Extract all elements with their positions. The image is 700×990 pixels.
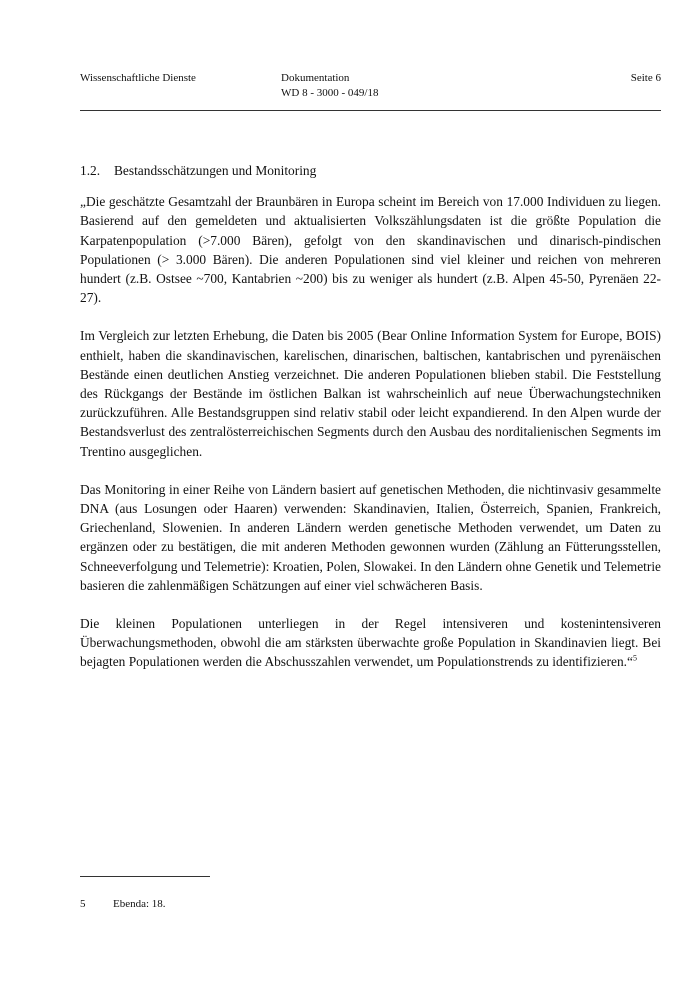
paragraph-1: „Die geschätzte Gesamtzahl der Braunbären in Europa scheint im Bereich von 17.000 Individuen zu liegen. Basierend auf den gemeldeten und aktualisierten Volkszählungsdaten ist die größte Population die Karpatenpopulation (>7.000 Bären), gefolgt von den skandinavischen und dinarisch-pindischen Populationen (> 3.000 Bären). Die anderen Populationen sind viel kleiner und reichen von mehreren hundert (z.B. Ostsee ~700, Kantabrien ~200) bis zu weniger als hundert (z.B. Alpen 45-50, Pyrenäen 22-27). [80, 194, 661, 306]
paragraph-3: Das Monitoring in einer Reihe von Ländern basiert auf genetischen Methoden, die nichtinvasiv gesammelte DNA (aus Losungen oder Haaren) verwenden: Skandinavien, Italien, Österreich, Spanien, Frankreich, Griechenland, Slowenien. In anderen Ländern werden genetische Methoden verwendet, um Daten zu ergänzen oder zu bestätigen, die mit anderen Methoden gewonnen wurden (Zählung an Fütterungsstellen, Schneeverfolgung und Telemetrie): Kroatien, Polen, Slowakei. In den Ländern ohne Genetik und Telemetrie basieren die zahlenmäßigen Schätzungen auf einer viel schwächeren Basis. [80, 481, 661, 593]
footnote-divider [80, 876, 210, 877]
header-page-number: Seite 6 [630, 72, 661, 84]
footnote-reference[interactable]: 5 [632, 654, 637, 663]
footnote [80, 897, 166, 912]
paragraph-2: Im Vergleich zur letzten Erhebung, die Daten bis 2005 (Bear Online Information System for Europe, BOIS) enthielt, haben die skandinavischen, karelischen, dinarischen, baltischen, kantabrischen und pyrenäischen Bestände einen deutlichen Anstieg verzeichnet. Die anderen Populationen blieben stabil. Die Feststellung des Rückgangs der Bestände im östlichen Balkan ist wahrscheinlich auf neue Überwachungstechniken zurückzuführen. Alle Bestandsgruppen sind relativ stabil oder leicht expandierend. In den Alpen wurde der Bestandsverlust des zentralösterreichischen Segments durch den Ausbau des norditalienischen Segments im Trentino ausgeglichen. [80, 328, 661, 459]
footnote-text: Ebenda: 18. [113, 898, 166, 910]
paragraph-4-text: Die kleinen Populationen unterliegen in der Regel intensiveren und kostenintensiveren Überwachungsmethoden, obwohl die am stärksten überwachte große Population in Skandinavien liegt. Bei bejagten Populationen werden die Abschusszahlen verwendet, um Populationstrends zu identifizieren.“ [80, 616, 661, 670]
section-number: 1.2. [80, 163, 101, 178]
footnote-number: 5 [80, 898, 86, 910]
section-heading [80, 161, 661, 180]
header-document-type: Dokumentation [281, 72, 350, 84]
main-content [80, 161, 661, 691]
header-document-info [281, 71, 378, 101]
header-divider [80, 110, 661, 111]
paragraph-4 [80, 614, 661, 672]
section-title: Bestandsschätzungen und Monitoring [114, 163, 317, 178]
page-header [80, 71, 661, 111]
header-institution: Wissenschaftliche Dienste [80, 72, 196, 84]
header-document-number: WD 8 - 3000 - 049/18 [281, 87, 379, 99]
